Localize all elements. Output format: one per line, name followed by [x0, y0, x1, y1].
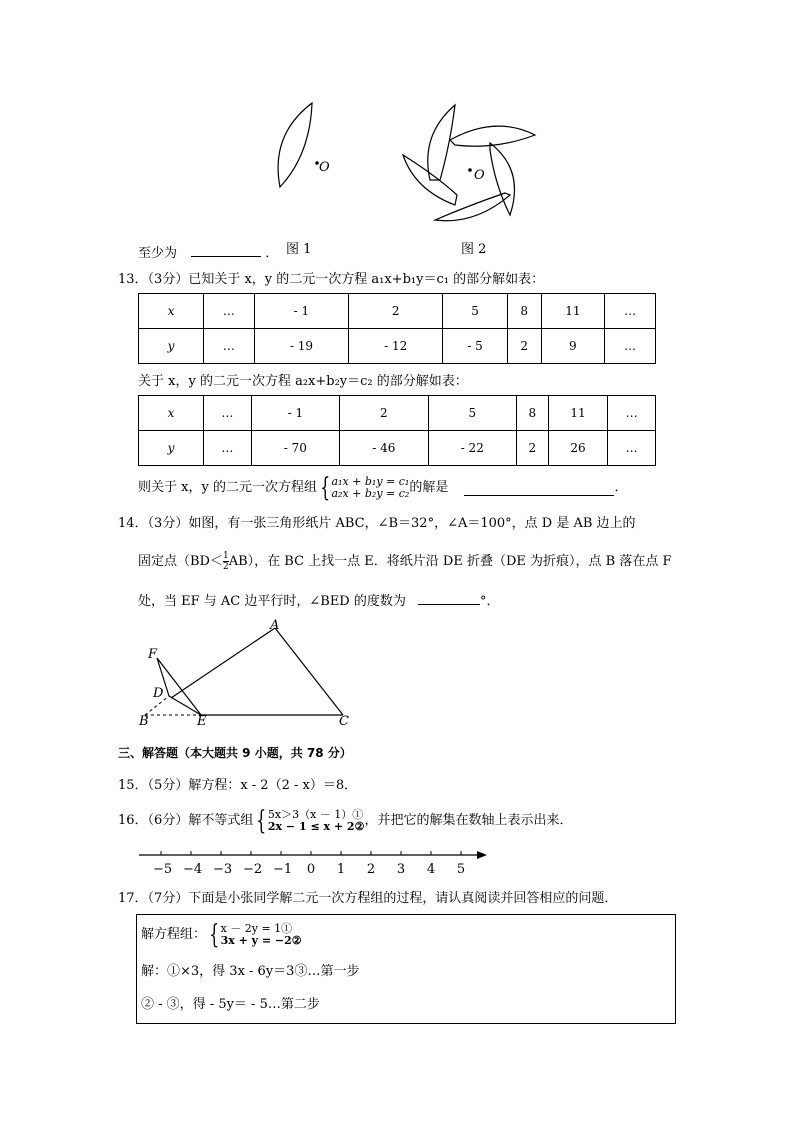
table-cell: 8	[507, 294, 541, 329]
number-line-tick-label: 4	[426, 862, 436, 877]
table-cell: 26	[548, 431, 608, 466]
table-cell: 9	[541, 329, 605, 364]
table-cell: …	[605, 329, 656, 364]
table-cell: - 12	[349, 329, 443, 364]
brace-icon: {	[320, 473, 331, 503]
table-cell: 2	[340, 396, 428, 431]
q14-label-b: B	[139, 714, 149, 729]
q14-line1: 14．（3分）如图，有一张三角形纸片 ABC，∠B＝32°，∠A＝100°，点 D 是 AB 边上的	[118, 516, 636, 531]
q14-label-f: F	[148, 647, 158, 662]
table-cell: x	[139, 396, 204, 431]
table-cell: 11	[541, 294, 605, 329]
table-cell: - 70	[251, 431, 339, 466]
q13-header: 13．（3分）已知关于 x，y 的二元一次方程 a₁x+b₁y＝c₁ 的部分解如表：	[118, 272, 545, 287]
q12-answer-line	[138, 242, 278, 263]
number-line-tick-label: 2	[366, 862, 376, 877]
q14-triangle-figure	[135, 618, 365, 733]
fig1-caption: 图 1	[286, 242, 312, 257]
number-line-tick-label: 5	[456, 862, 466, 877]
q16-inequality-system	[253, 808, 364, 834]
fraction-denominator: 2	[222, 562, 229, 572]
q17-equation-system	[206, 922, 302, 948]
q12-prefix: 至少为	[138, 246, 178, 261]
number-line-tick-label: 1	[336, 862, 346, 877]
q16-eq2: 2x − 1 ≤ x + 2②	[267, 820, 365, 833]
q14-label-a: A	[270, 618, 280, 633]
section-3-title: 三、解答题（本大题共 9 小题，共 78 分）	[118, 746, 352, 760]
q14-label-d: D	[153, 686, 164, 701]
q13-table-1	[138, 293, 656, 364]
q13-tail	[138, 474, 628, 503]
q17-step1: 解：①×3，得 3x - 6y＝3③…第一步	[141, 964, 360, 979]
table-cell: - 46	[340, 431, 428, 466]
q14-line2-b: AB），在 BC 上找一点 E．将纸片沿 DE 折叠（DE 为折痕），点 B 落在点 F	[228, 554, 672, 569]
table-cell: - 5	[443, 329, 508, 364]
table-cell: y	[139, 329, 204, 364]
q13-tail-suffix: 的解是	[409, 480, 449, 495]
q12-answer-blank[interactable]	[191, 242, 261, 257]
q16-eq1: 5x＞3（x － 1）①	[267, 808, 364, 821]
q17-eq1: x － 2y = 1①	[220, 922, 293, 935]
number-line-tick-label: −3	[213, 862, 233, 877]
table-cell: - 1	[251, 396, 339, 431]
table-cell: …	[608, 431, 656, 466]
table-cell: - 22	[428, 431, 516, 466]
q17-solution-box	[136, 914, 676, 1024]
q13-answer-blank[interactable]	[464, 481, 614, 496]
q13-period: ．	[614, 480, 628, 495]
table-cell: 5	[428, 396, 516, 431]
table-cell: - 19	[254, 329, 348, 364]
table-cell: 2	[516, 431, 548, 466]
fig1-label-o: O	[319, 160, 330, 175]
q17-step2: ② - ③，得 - 5y＝ - 5…第二步	[141, 997, 320, 1012]
q17-eq2: 3x + y = −2②	[220, 934, 302, 947]
table-cell: 8	[516, 396, 548, 431]
q13-tail-prefix: 则关于 x，y 的二元一次方程组	[138, 480, 317, 495]
q13-equation-system	[317, 475, 409, 501]
table-cell: …	[608, 396, 656, 431]
table-cell: x	[139, 294, 204, 329]
q14-line3-a: 处，当 EF 与 AC 边平行时，∠BED 的度数为	[138, 594, 406, 609]
q13-table-2	[138, 395, 656, 466]
q14-label-e: E	[197, 714, 207, 729]
table-cell: 5	[443, 294, 508, 329]
figure-1-crescent	[260, 95, 350, 195]
figure-2-pinwheel	[395, 95, 565, 235]
q14-answer-blank[interactable]	[418, 590, 480, 605]
table-cell: 11	[548, 396, 608, 431]
q15-text: 15．（5分）解方程：x - 2（2 - x）＝8．	[118, 778, 358, 793]
number-line-tick-label: 3	[396, 862, 406, 877]
table-row	[139, 294, 656, 329]
table-cell: …	[204, 294, 255, 329]
q14-line2	[138, 549, 671, 575]
fig2-caption: 图 2	[461, 242, 487, 257]
q16-line	[118, 806, 572, 837]
table-row	[139, 431, 656, 466]
number-line-tick-label: 0	[306, 862, 316, 877]
table-cell: y	[139, 431, 204, 466]
table-cell: …	[204, 329, 255, 364]
q17-text: 17．（7分）下面是小张同学解二元一次方程组的过程，请认真阅读并回答相应的问题．	[118, 891, 618, 906]
q13-sys-eq1: a₁x + b₁y = c₁	[331, 475, 410, 488]
q14-line2-a: 固定点（BD＜	[138, 554, 223, 569]
number-line-tick-label: −5	[153, 862, 173, 877]
q16-prefix: 16．（6分）解不等式组	[118, 813, 254, 828]
fig2-label-o: O	[474, 168, 485, 183]
q13-middle-text: 关于 x，y 的二元一次方程 a₂x+b₂y＝c₂ 的部分解如表：	[138, 374, 468, 389]
brace-icon: {	[256, 806, 267, 836]
q12-period: ．	[265, 246, 279, 261]
table-cell: …	[204, 396, 252, 431]
q14-line3	[138, 590, 500, 611]
table-row	[139, 329, 656, 364]
table-cell: 2	[507, 329, 541, 364]
number-line-tick-label: −4	[183, 862, 203, 877]
table-cell: - 1	[254, 294, 348, 329]
table-row	[139, 396, 656, 431]
table-cell: 2	[349, 294, 443, 329]
q17-box-system	[141, 921, 302, 950]
number-line-tick-label: −1	[273, 862, 293, 877]
fraction-numerator: 1	[222, 551, 229, 561]
q14-label-c: C	[339, 714, 349, 729]
table-cell: …	[605, 294, 656, 329]
q14-line3-b: °．	[480, 594, 500, 609]
q13-sys-eq2: a₂x + b₂y = c₂	[331, 487, 410, 500]
q17-box-prefix: 解方程组：	[141, 927, 207, 942]
table-cell: …	[204, 431, 252, 466]
number-line-tick-label: −2	[243, 862, 263, 877]
q16-suffix: ，并把它的解集在数轴上表示出来．	[364, 813, 573, 828]
brace-icon: {	[209, 920, 220, 950]
